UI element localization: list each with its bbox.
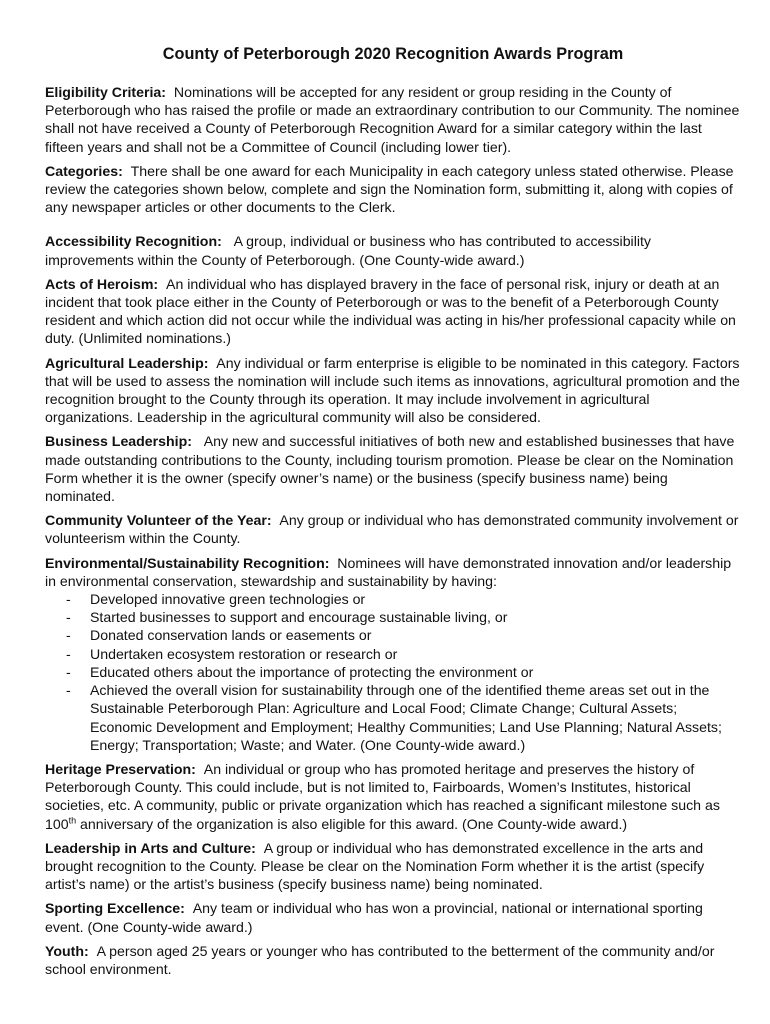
category-term: Heritage Preservation: <box>45 760 196 777</box>
category-text: Any individual or farm enterprise is eligible to be nominated in this category. Factors that will be used to assess the nomination will include such items as innovations, agricultural promotion and the recognition brought to the County through its operation. It may include involvement in agricultural organizations. Leadership in the agricultural community will also be considered. <box>45 354 740 426</box>
category-term: Acts of Heroism: <box>45 275 159 292</box>
category-term: Youth: <box>45 942 89 959</box>
list-item: - Undertaken ecosystem restoration or research or <box>66 645 398 662</box>
category-term: Agricultural Leadership: <box>45 354 209 371</box>
category-term: Business Leadership: <box>45 433 192 450</box>
category-agricultural <box>45 354 741 427</box>
environmental-intro <box>45 554 741 590</box>
categories-paragraph <box>45 162 741 217</box>
list-item: - Donated conservation lands or easements or <box>66 627 372 644</box>
category-term: Sporting Excellence: <box>45 900 185 917</box>
bullet-marker: - <box>66 591 71 608</box>
category-text: An individual or group who has promoted heritage and preserves the history of Peterborough County. This could include, but is not limited to, Fairboards, Women’s Institutes, historical societies, etc. A community, public or private organization which has reached a significant milestone such as 100 <box>45 760 720 832</box>
category-text: Any group or individual who has demonstrated community involvement or volunteerism within the County. <box>45 512 739 547</box>
eligibility-paragraph <box>45 83 741 156</box>
eligibility-text: Nominations will be accepted for any resident or group residing in the County of Peterborough who has raised the profile or made an extraordinary contribution to our Community. The nominee shall not have received a County of Peterborough Recognition Award for a similar category within the last fifteen years and shall not be a Committee of Council (including lower tier). <box>45 84 740 155</box>
bullet-marker: - <box>66 682 71 699</box>
category-heroism <box>45 275 741 348</box>
category-term: Accessibility Recognition: <box>45 233 222 250</box>
bullet-marker: - <box>66 609 71 626</box>
bullet-marker: - <box>66 645 71 662</box>
bullet-marker: - <box>66 627 71 644</box>
eligibility-term: Eligibility Criteria: <box>45 84 167 100</box>
category-text: Any team or individual who has won a provincial, national or international sporting event. (One County-wide award.) <box>45 900 703 935</box>
category-text: Any new and successful initiatives of both new and established businesses that have made outstanding contributions to the County, including tourism promotion. Please be clear on the Nomination Form whether it is the owner (specify owner’s name) or the business (specify business name) being nominated. <box>45 433 735 505</box>
list-item: - Developed innovative green technologies or <box>66 591 366 608</box>
category-text: Nominees will have demonstrated innovation and/or leadership in environmental conservation, stewardship and sustainability by having: <box>45 554 732 589</box>
environmental-bullet-list <box>45 590 741 754</box>
document-title: County of Peterborough 2020 Recognition Awards Program <box>162 45 624 63</box>
categories-term: Categories: <box>45 162 123 179</box>
document-page <box>45 44 741 984</box>
category-text: A person aged 25 years or younger who has contributed to the betterment of the community and/or school environment. <box>45 942 715 977</box>
category-term: Community Volunteer of the Year: <box>45 512 272 529</box>
category-text-continued: anniversary of the organization is also eligible for this award. (One County-wide award.) <box>76 815 628 832</box>
category-environmental <box>45 554 741 754</box>
bullet-marker: - <box>66 663 71 680</box>
category-arts <box>45 839 741 894</box>
category-text: A group, individual or business who has contributed to accessibility improvements within the County of Peterborough. (One County-wide award.) <box>45 233 651 268</box>
list-item: - Educated others about the importance of protecting the environment or <box>66 663 534 680</box>
categories-text: There shall be one award for each Municipality in each category unless stated otherwise. Please review the categories shown below, complete and sign the Nomination form, submitting it, along with copies of any newspaper articles or other documents to the Clerk. <box>45 162 734 216</box>
category-term: Environmental/Sustainability Recognition: <box>45 554 330 571</box>
category-text: An individual who has displayed bravery in the face of personal risk, injury or death at an incident that took place either in the County of Peterborough or was to the benefit of a Peterborough County resident and which action did not occur while the individual was acting in his/her professional capacity while on duty. (Unlimited nominations.) <box>45 275 736 347</box>
category-business <box>45 432 741 505</box>
category-text: A group or individual who has demonstrated excellence in the arts and brought recognition to the County. Please be clear on the Nomination Form whether it is the artist (specify artist’s name) or the artist’s business (specify business name) being nominated. <box>45 839 705 893</box>
category-term: Leadership in Arts and Culture: <box>45 839 256 856</box>
list-item: - Achieved the overall vision for sustainability through one of the identified theme areas set out in the Sustainable Peterborough Plan: Agriculture and Local Food; Climate Change; Cultural Assets; Economic Development and Employment; Healthy Communities; Land Use Planning; Natural Assets; Energy; Transportation; Waste; and Water. (One County-wide award.) <box>66 682 722 753</box>
category-youth <box>45 942 741 978</box>
category-accessibility <box>45 232 741 268</box>
superscript: th <box>68 814 77 825</box>
category-sporting <box>45 899 741 935</box>
category-volunteer <box>45 511 741 547</box>
list-item: - Started businesses to support and encourage sustainable living, or <box>66 609 508 626</box>
category-heritage <box>45 760 741 833</box>
